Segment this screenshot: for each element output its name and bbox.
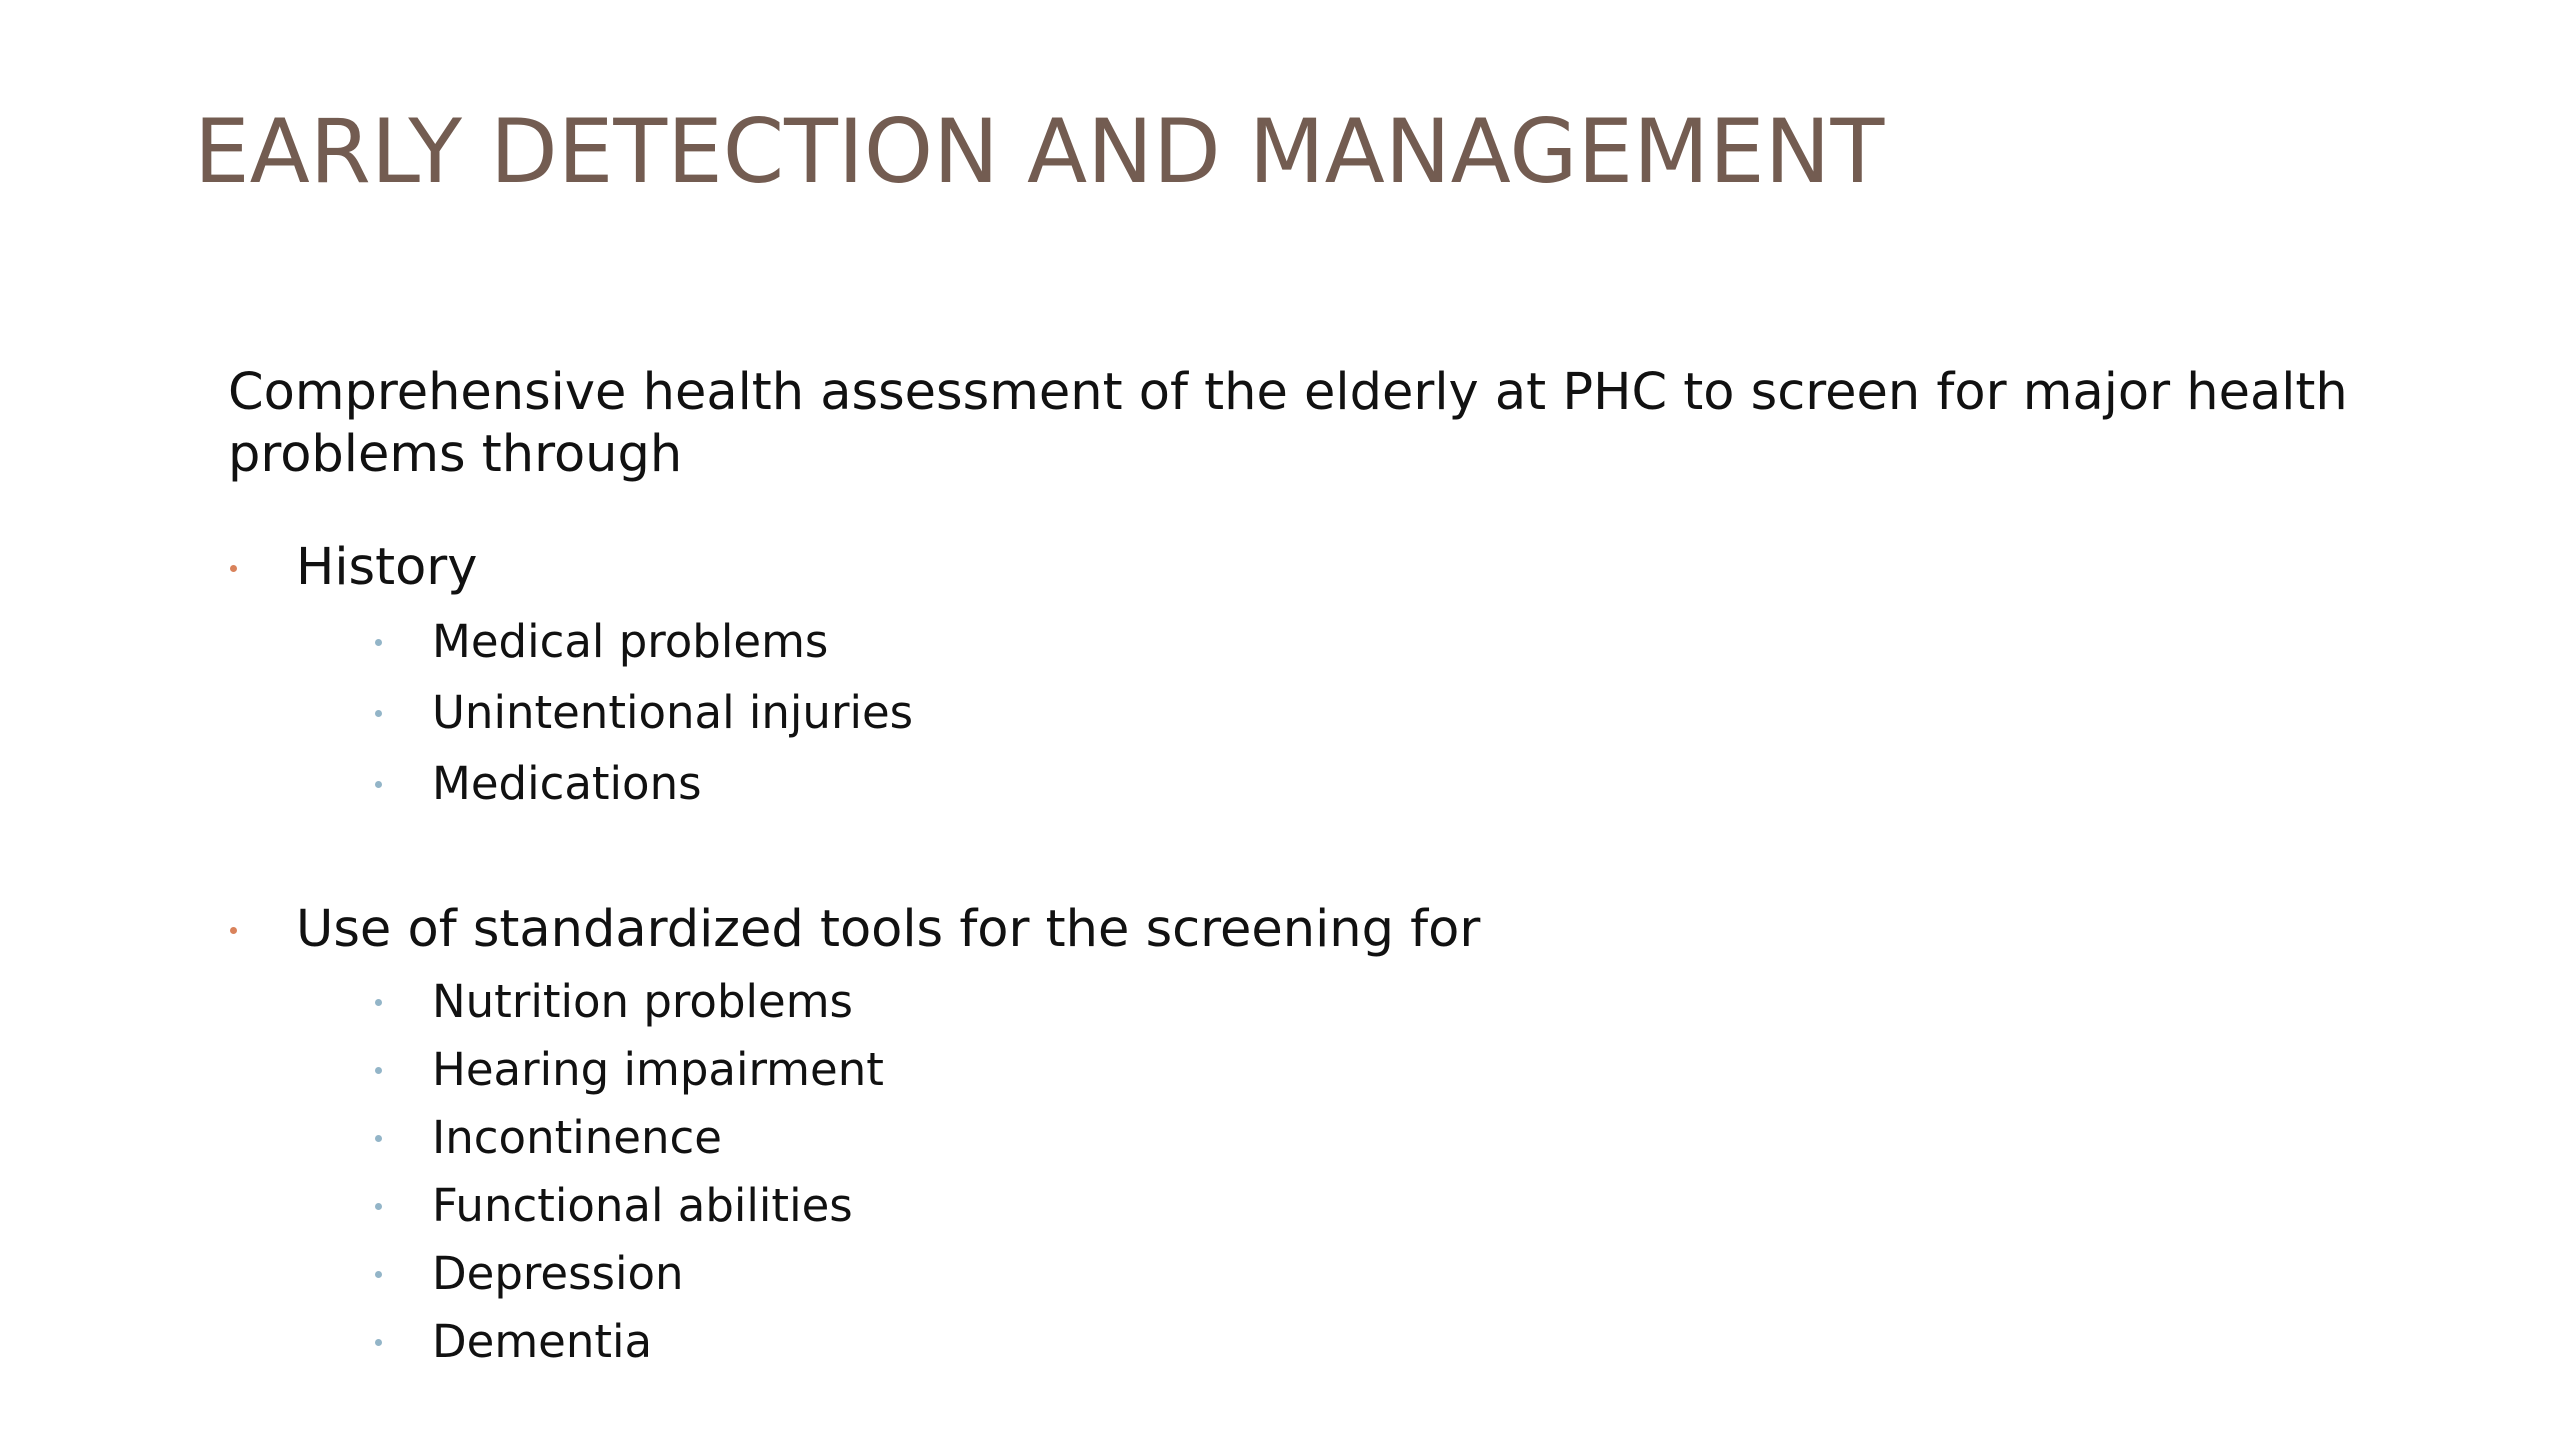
bullet-dot-icon — [375, 1135, 382, 1142]
sub-item-label: Dementia — [432, 1315, 653, 1368]
sub-item-label: Depression — [432, 1247, 684, 1300]
sub-item-label: Hearing impairment — [432, 1043, 884, 1096]
bullet-item-level2 — [296, 1240, 1480, 1308]
bullet-dot-icon — [375, 1203, 382, 1210]
bullet-item-level2 — [296, 1036, 1480, 1104]
bullet-dot-icon — [375, 781, 382, 788]
bullet-dot-icon — [375, 1339, 382, 1346]
bullet-dot-icon — [375, 710, 382, 717]
bullet-dot-icon — [230, 927, 237, 934]
section-screening-tools — [228, 898, 1480, 1376]
bullet-item-level2 — [296, 968, 1480, 1036]
bullet-item-level2 — [296, 606, 913, 677]
sub-item-label: Incontinence — [432, 1111, 722, 1164]
intro-paragraph: Comprehensive health assessment of the elderly at PHC to screen for major health problems through — [228, 363, 2348, 484]
sub-list — [296, 606, 913, 819]
bullet-dot-icon — [375, 639, 382, 646]
bullet-item-level1 — [228, 536, 913, 819]
section-label: History — [296, 538, 478, 597]
section-history — [228, 536, 913, 819]
sub-list — [296, 968, 1480, 1376]
section-label: Use of standardized tools for the screening for — [296, 900, 1481, 959]
sub-item-label: Unintentional injuries — [432, 686, 914, 739]
bullet-item-level1 — [228, 898, 1480, 1376]
bullet-dot-icon — [375, 1271, 382, 1278]
sub-item-label: Medical problems — [432, 615, 829, 668]
slide-title: EARLY DETECTION AND MANAGEMENT — [194, 100, 1885, 203]
bullet-item-level2 — [296, 1308, 1480, 1376]
bullet-item-level2 — [296, 677, 913, 748]
bullet-dot-icon — [375, 999, 382, 1006]
sub-item-label: Functional abilities — [432, 1179, 853, 1232]
bullet-item-level2 — [296, 748, 913, 819]
bullet-dot-icon — [230, 565, 237, 572]
sub-item-label: Medications — [432, 757, 702, 810]
bullet-item-level2 — [296, 1104, 1480, 1172]
bullet-item-level2 — [296, 1172, 1480, 1240]
sub-item-label: Nutrition problems — [432, 975, 853, 1028]
bullet-dot-icon — [375, 1067, 382, 1074]
